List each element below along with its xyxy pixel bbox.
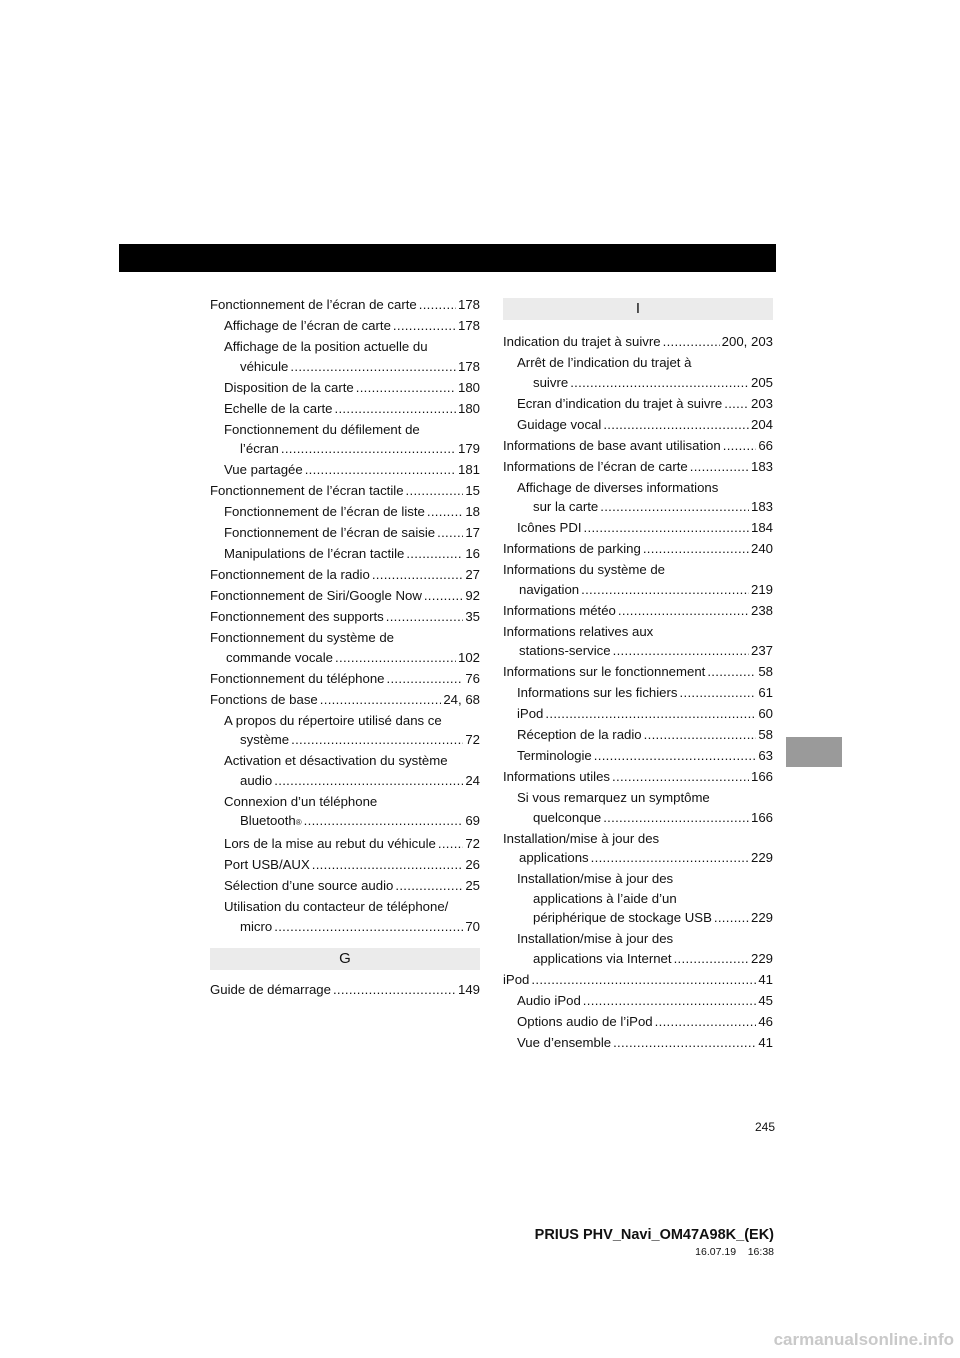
dot-leader [643,539,749,559]
dot-leader [724,394,749,414]
index-entry [503,601,773,621]
entry-page: 219 [750,581,773,597]
entry-text: Installation/mise à jour des [517,931,674,947]
entry-text: Fonctionnement de l’écran de saisie [224,525,436,541]
entry-page: 204 [750,416,773,432]
entry-text: Fonctionnement de l’écran de liste [224,504,425,520]
entry-text: Port USB/AUX [224,857,310,873]
dot-leader [723,436,757,456]
dot-leader [335,399,456,419]
index-entry [210,897,480,936]
entry-text: Guide de démarrage [210,982,331,998]
entry-text: Manipulations de l’écran tactile [224,546,405,562]
index-entry [210,690,480,710]
dot-leader [612,767,749,787]
entry-page: 238 [750,602,773,618]
entry-text: périphérique de stockage USB [533,910,712,926]
entry-page: 166 [750,769,773,785]
index-entry [210,523,480,543]
entry-page: 60 [758,706,773,722]
dot-leader [406,481,464,501]
index-entry [503,725,773,745]
index-entry [503,1012,773,1032]
entry-text: Bluetooth [240,813,296,829]
dot-leader [274,771,463,791]
chapter-tab [786,737,842,767]
index-entry [503,767,773,787]
index-entry [210,751,480,790]
index-entry [210,481,480,501]
dot-leader [618,601,749,621]
entry-text: sur la carte [533,499,599,515]
entry-page: 45 [758,992,773,1008]
entry-text: Informations de parking [503,541,641,557]
dot-leader [333,980,456,1000]
dot-leader [312,855,464,875]
entry-text: Vue partagée [224,462,303,478]
dot-leader [305,460,456,480]
dot-leader [655,1012,757,1032]
index-entry [210,607,480,627]
section-g-entries [210,980,480,1000]
entry-page: 184 [750,520,773,536]
index-entry [210,855,480,875]
entry-page: 149 [457,982,480,998]
entry-text: Fonctions de base [210,691,318,707]
entry-page: 63 [758,748,773,764]
dot-leader [419,295,456,315]
entry-page: 41 [758,1034,773,1050]
entry-text: Fonctionnement de l’écran de carte [210,297,417,312]
index-entry [503,560,773,599]
entry-text: Arrêt de l’indication du trajet à [517,354,692,370]
dot-leader [714,908,749,928]
entry-text: Affichage de la position actuelle du [224,338,428,354]
entry-page: 166 [750,809,773,825]
entry-text: l’écran [240,441,279,457]
document-date: 16.07.19 [695,1246,737,1258]
entry-page: 17 [465,525,480,541]
dot-leader [584,518,749,538]
dot-leader [320,690,442,710]
entry-text: Fonctionnement de l’écran tactile [210,483,404,499]
entry-page: 35 [465,608,480,624]
entry-page: 26 [465,857,480,873]
entry-text: Audio iPod [517,992,581,1008]
dot-leader [707,662,756,682]
entry-text: navigation [519,581,580,597]
dot-leader [335,648,456,668]
index-entry [210,711,480,750]
entry-text: Fonctionnement de la radio [210,567,370,583]
index-entry [210,565,480,585]
entry-text: Guidage vocal [517,416,602,432]
dot-leader [304,811,464,831]
entry-text: système [240,732,290,748]
dot-leader [663,332,720,352]
entry-text: Informations sur les fichiers [517,685,678,701]
index-entry [210,834,480,854]
index-entry [503,518,773,538]
index-entry [503,622,773,661]
index-entry [503,662,773,682]
entry-text: audio [240,772,273,788]
dot-leader [406,544,463,564]
entry-text: véhicule [240,358,289,374]
entry-page: 46 [758,1013,773,1029]
entry-page: 203 [750,395,773,411]
entry-page: 24 [465,772,480,788]
index-entry [503,353,773,392]
index-entry [210,337,480,376]
page-number: 245 [755,1120,776,1134]
index-entry [210,628,480,667]
entry-text: Connexion d’un téléphone [224,793,378,809]
entry-page: 72 [465,836,480,852]
entry-text: Terminologie [517,748,592,764]
entry-text: Utilisation du contacteur de téléphone/ [224,899,449,915]
dot-leader [387,669,464,689]
entry-text: Informations sur le fonctionnement [503,664,706,680]
index-entry [503,829,773,868]
dot-leader [644,725,757,745]
entry-text: Installation/mise à jour des [503,830,660,846]
entry-text: Informations de base avant utilisation [503,437,721,453]
entry-text: Options audio de l’iPod [517,1013,653,1029]
entry-page: 178 [457,297,480,312]
entry-text: Affichage de diverses informations [517,479,719,495]
index-entry [503,415,773,435]
index-entry [210,876,480,896]
entry-text: Informations du système de [503,562,665,578]
entry-page: 179 [457,441,480,457]
entry-page: 200, 203 [721,334,773,349]
index-entry [503,436,773,456]
index-entry [210,502,480,522]
entry-page: 76 [465,670,480,686]
index-entry [503,394,773,414]
index-entry [503,746,773,766]
entry-text: Installation/mise à jour des [517,871,674,887]
entry-page: 61 [758,685,773,701]
dot-leader [427,502,463,522]
watermark: carmanualsonline.info [773,1330,954,1349]
entry-text: Réception de la radio [517,727,642,743]
entry-text: suivre [533,374,569,390]
entry-page: 16 [465,546,480,562]
entry-text: applications via Internet [533,951,672,967]
section-letter-i: I [503,298,773,320]
entry-text: micro [240,918,273,934]
entry-text: Fonctionnement du téléphone [210,670,385,686]
dot-leader [680,683,757,703]
dot-leader [613,1033,756,1053]
entry-text: applications à l’aide d’un [533,890,677,906]
entry-page: 229 [750,951,773,967]
index-entry [503,704,773,724]
index-entry [210,792,480,833]
entry-text: Vue d’ensemble [517,1034,612,1050]
dot-leader [281,439,456,459]
entry-page: 24, 68 [443,691,480,707]
entry-text: Fonctionnement du système de [210,629,394,645]
dot-leader [274,917,463,937]
entry-text: Si vous remarquez un symptôme [517,790,710,806]
dot-leader [603,808,749,828]
index-entry [210,378,480,398]
section-letter-g: G [210,948,480,970]
entry-page: 181 [457,462,480,478]
entry-page: 15 [465,483,480,499]
entry-page: 27 [465,567,480,583]
entry-text: applications [519,850,589,866]
entry-page: 41 [758,972,773,987]
dot-leader [613,641,749,661]
document-title: PRIUS PHV_Navi_OM47A98K_(EK) [534,1227,774,1243]
dot-leader [570,373,749,393]
dot-leader [424,586,463,606]
entry-text: commande vocale [226,649,334,665]
index-entry [210,295,480,315]
dot-leader [603,415,749,435]
entry-text: Affichage de l’écran de carte [224,317,391,333]
index-column-left [210,295,480,1001]
entry-text: Icônes PDI [517,520,582,536]
dot-leader [594,746,757,766]
index-entry [503,478,773,517]
dot-leader [674,949,749,969]
entry-page: 69 [465,813,480,829]
index-entry [503,869,773,928]
section-i-entries [503,332,773,1053]
entry-page: 180 [457,400,480,416]
entry-text: Fonctionnement de Siri/Google Now [210,588,422,603]
dot-leader [545,704,756,724]
entry-text: Informations météo [503,602,616,618]
index-entry [503,457,773,477]
entry-text: stations-service [519,643,611,659]
entry-page: 205 [750,374,773,390]
entry-page: 102 [457,649,480,665]
header-bar [119,244,776,272]
entry-page: 178 [457,317,480,333]
entry-text: Informations de l’écran de carte [503,458,688,474]
dot-leader [581,580,749,600]
entry-text: Informations relatives aux [503,623,654,639]
entry-page: 58 [758,727,773,743]
entry-page: 58 [758,664,773,680]
entry-text: Fonctionnement du défilement de [224,421,420,437]
index-entry [210,544,480,564]
entry-text: Fonctionnement des supports [210,608,384,624]
entry-page: 183 [750,499,773,515]
entry-text: Indication du trajet à suivre [503,334,661,349]
document-time: 16:38 [747,1246,774,1258]
entry-text: iPod [517,706,544,722]
index-entry [503,991,773,1011]
index-entry [503,929,773,968]
entry-page: 237 [750,643,773,659]
index-entry [503,1033,773,1053]
dot-leader [372,565,464,585]
dot-leader [395,876,463,896]
index-entry [503,788,773,827]
entry-page: 178 [457,358,480,374]
entry-text: iPod [503,972,530,987]
dot-leader [690,457,749,477]
index-entry [210,669,480,689]
index-entry [210,316,480,336]
left-entries [210,295,480,936]
entry-page: 72 [465,732,480,748]
document-datetime [695,1246,774,1258]
dot-leader [438,834,463,854]
entry-page: 70 [465,918,480,934]
entry-page: 18 [465,504,480,520]
index-entry [210,586,480,606]
entry-text: A propos du répertoire utilisé dans ce [224,712,442,728]
entry-text: quelconque [533,809,602,825]
entry-text: Activation et désactivation du système [224,753,448,769]
entry-page: 66 [758,437,773,453]
entry-text: Lors de la mise au rebut du véhicule [224,836,436,852]
entry-text: Informations utiles [503,769,611,785]
entry-page: 183 [750,458,773,474]
entry-page: 92 [465,588,480,603]
entry-page: 25 [465,878,480,894]
dot-leader [393,316,456,336]
entry-text: Echelle de la carte [224,400,333,416]
index-entry [503,332,773,352]
dot-leader [600,497,749,517]
entry-page: 240 [750,541,773,557]
index-entry [210,420,480,459]
registered-mark: ® [295,818,302,828]
dot-leader [291,730,463,750]
dot-leader [591,848,749,868]
index-entry [210,460,480,480]
dot-leader [531,970,756,990]
index-entry [503,683,773,703]
index-entry [210,399,480,419]
dot-leader [386,607,464,627]
entry-page: 229 [750,850,773,866]
index-entry [210,980,480,1000]
dot-leader [290,357,456,377]
entry-text: Sélection d’une source audio [224,878,394,894]
dot-leader [583,991,757,1011]
dot-leader [356,378,456,398]
index-entry [503,539,773,559]
dot-leader [437,523,463,543]
entry-page: 180 [457,379,480,395]
entry-page: 229 [750,910,773,926]
index-entry [503,970,773,990]
index-column-right [503,298,773,1054]
entry-text: Disposition de la carte [224,379,354,395]
entry-text: Ecran d’indication du trajet à suivre [517,395,723,411]
